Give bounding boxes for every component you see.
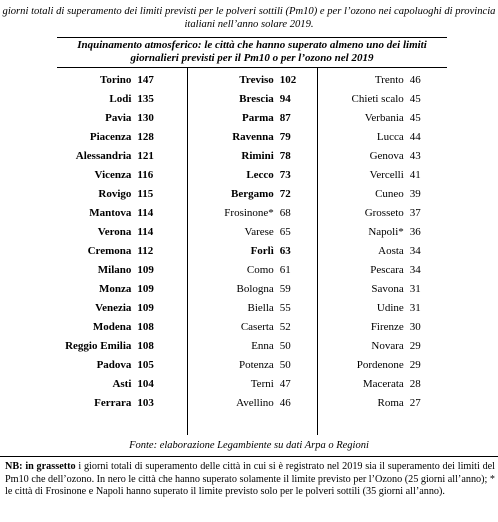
city-name: Macerata bbox=[362, 378, 404, 391]
table-row bbox=[57, 394, 447, 413]
exceedance-days: 29 bbox=[409, 340, 421, 353]
exceedance-days: 29 bbox=[409, 359, 421, 372]
exceedance-days: 130 bbox=[137, 111, 154, 124]
footnote-lead: NB: bbox=[5, 461, 23, 472]
city-name: Rimini bbox=[241, 149, 274, 162]
table-row bbox=[57, 165, 447, 184]
city-name: Potenza bbox=[238, 359, 274, 372]
exceedance-days: 103 bbox=[137, 397, 154, 410]
exceedance-days: 31 bbox=[409, 283, 421, 296]
city-name: Como bbox=[246, 263, 274, 276]
exceedance-days: 109 bbox=[137, 283, 154, 296]
exceedance-days: 114 bbox=[137, 225, 154, 238]
exceedance-days: 43 bbox=[409, 149, 421, 162]
table-row bbox=[57, 337, 447, 356]
table-row bbox=[57, 89, 447, 108]
city-name: Firenze bbox=[370, 321, 404, 334]
exceedance-days: 34 bbox=[409, 263, 421, 276]
exceedance-days: 73 bbox=[279, 168, 291, 181]
city-name: Venezia bbox=[95, 302, 132, 315]
exceedance-days: 108 bbox=[137, 321, 154, 334]
exceedance-days: 68 bbox=[279, 206, 291, 219]
city-name: Varese bbox=[244, 225, 274, 238]
city-name: Torino bbox=[100, 73, 132, 86]
city-name: Parma bbox=[242, 111, 274, 124]
exceedance-days: 28 bbox=[409, 378, 421, 391]
exceedance-days: 61 bbox=[279, 263, 291, 276]
exceedance-days: 121 bbox=[137, 149, 154, 162]
exceedance-days: 59 bbox=[279, 283, 291, 296]
exceedance-days: 31 bbox=[409, 302, 421, 315]
city-name: Bergamo bbox=[231, 187, 274, 200]
city-name: Trento bbox=[374, 73, 404, 86]
exceedance-days: 94 bbox=[279, 92, 291, 105]
city-name: Pavia bbox=[105, 111, 132, 124]
table-row bbox=[57, 108, 447, 127]
note-divider bbox=[0, 456, 498, 457]
city-name: Pordenone bbox=[356, 359, 404, 372]
exceedance-days: 112 bbox=[137, 244, 154, 257]
exceedance-days: 116 bbox=[137, 168, 154, 181]
city-name: Chieti scalo bbox=[351, 92, 404, 105]
city-name: Cuneo bbox=[375, 187, 404, 200]
source-caption: Fonte: elaborazione Legambiente su dati Arpa o Regioni bbox=[129, 440, 369, 451]
city-name: Aosta bbox=[378, 244, 404, 257]
city-name: Enna bbox=[251, 340, 274, 353]
exceedance-days: 46 bbox=[279, 397, 291, 410]
exceedance-days: 65 bbox=[279, 225, 291, 238]
city-table bbox=[57, 70, 447, 413]
title-rule-top bbox=[57, 37, 447, 38]
city-name: Bologna bbox=[236, 283, 274, 296]
city-name: Terni bbox=[250, 378, 274, 391]
city-name: Genova bbox=[369, 149, 404, 162]
exceedance-days: 114 bbox=[137, 206, 154, 219]
city-name: Asti bbox=[112, 378, 132, 391]
city-name: Modena bbox=[92, 321, 132, 334]
table-row bbox=[57, 203, 447, 222]
exceedance-days: 135 bbox=[137, 92, 154, 105]
table-row bbox=[57, 146, 447, 165]
exceedance-days: 52 bbox=[279, 321, 291, 334]
city-name: Reggio Emilia bbox=[65, 340, 132, 353]
table-row bbox=[57, 127, 447, 146]
city-name: Roma bbox=[377, 397, 404, 410]
table-row bbox=[57, 184, 447, 203]
city-name: Monza bbox=[99, 283, 132, 296]
footnote bbox=[5, 461, 495, 499]
exceedance-days: 50 bbox=[279, 340, 291, 353]
city-name: Padova bbox=[96, 359, 132, 372]
exceedance-days: 50 bbox=[279, 359, 291, 372]
exceedance-days: 47 bbox=[279, 378, 291, 391]
footnote-bold-phrase: in grassetto bbox=[25, 461, 76, 472]
city-name: Mantova bbox=[89, 206, 132, 219]
city-name: Ravenna bbox=[232, 130, 274, 143]
city-name: Rovigo bbox=[98, 187, 132, 200]
exceedance-days: 105 bbox=[137, 359, 154, 372]
footnote-text: i giorni totali di superamento delle città in cui si è registrato nel 2019 sia il superamento dei limiti del Pm10 che dell’ozono. In nero le città che hanno superato solamente il limite previsto per l’Ozono (25 giorni all’anno); * le città di Frosinone e Napoli hanno superato il limite previsto solo per le polveri sottili (35 giorni all’anno). bbox=[5, 461, 496, 498]
city-name: Caserta bbox=[240, 321, 274, 334]
city-name: Piacenza bbox=[89, 130, 132, 143]
exceedance-days: 72 bbox=[279, 187, 291, 200]
table-row bbox=[57, 356, 447, 375]
table-row bbox=[57, 241, 447, 260]
city-name: Grosseto bbox=[364, 206, 404, 219]
city-name: Brescia bbox=[239, 92, 274, 105]
table-row bbox=[57, 222, 447, 241]
exceedance-days: 44 bbox=[409, 130, 421, 143]
exceedance-days: 115 bbox=[137, 187, 154, 200]
city-name: Verona bbox=[97, 225, 132, 238]
exceedance-days: 36 bbox=[409, 225, 421, 238]
exceedance-days: 27 bbox=[409, 397, 421, 410]
city-name: Treviso bbox=[239, 73, 274, 86]
city-name: Udine bbox=[376, 302, 404, 315]
exceedance-days: 63 bbox=[279, 244, 291, 257]
city-name: Cremona bbox=[87, 244, 132, 257]
exceedance-days: 45 bbox=[409, 111, 421, 124]
exceedance-days: 46 bbox=[409, 73, 421, 86]
city-name: Verbania bbox=[364, 111, 404, 124]
exceedance-days: 104 bbox=[137, 378, 154, 391]
city-name: Forlì bbox=[250, 244, 274, 257]
exceedance-days: 79 bbox=[279, 130, 291, 143]
city-name: Vercelli bbox=[369, 168, 404, 181]
exceedance-days: 55 bbox=[279, 302, 291, 315]
city-name: Novara bbox=[371, 340, 404, 353]
exceedance-days: 109 bbox=[137, 302, 154, 315]
city-name: Lodi bbox=[109, 92, 132, 105]
exceedance-days: 37 bbox=[409, 206, 421, 219]
exceedance-days: 30 bbox=[409, 321, 421, 334]
table-title: Inquinamento atmosferico: le città che hanno superato almeno uno dei limiti giornalieri previsti per il Pm10 o per l’ozono nel 2019 bbox=[77, 39, 427, 64]
city-name: Vicenza bbox=[94, 168, 132, 181]
city-name: Napoli* bbox=[368, 225, 404, 238]
table-row bbox=[57, 318, 447, 337]
city-name: Savona bbox=[371, 283, 404, 296]
intro-text: giorni totali di superamento dei limiti previsti per le polveri sottili (Pm10) e per l’ozono nei capoluoghi di provincia italiani nell’anno solare 2019. bbox=[2, 6, 496, 30]
exceedance-days: 34 bbox=[409, 244, 421, 257]
city-name: Biella bbox=[247, 302, 274, 315]
table-row bbox=[57, 375, 447, 394]
table-row bbox=[57, 299, 447, 318]
table-row bbox=[57, 260, 447, 279]
city-name: Alessandria bbox=[75, 149, 132, 162]
table-row bbox=[57, 70, 447, 89]
exceedance-days: 109 bbox=[137, 263, 154, 276]
exceedance-days: 39 bbox=[409, 187, 421, 200]
city-name: Lucca bbox=[376, 130, 404, 143]
city-name: Lecco bbox=[246, 168, 274, 181]
city-name: Milano bbox=[97, 263, 132, 276]
city-name: Ferrara bbox=[94, 397, 132, 410]
city-name: Pescara bbox=[370, 263, 404, 276]
exceedance-days: 108 bbox=[137, 340, 154, 353]
exceedance-days: 87 bbox=[279, 111, 291, 124]
city-name: Frosinone* bbox=[224, 206, 274, 219]
exceedance-days: 128 bbox=[137, 130, 154, 143]
title-rule-bottom bbox=[57, 67, 447, 68]
exceedance-days: 147 bbox=[137, 73, 154, 86]
exceedance-days: 45 bbox=[409, 92, 421, 105]
exceedance-days: 78 bbox=[279, 149, 291, 162]
exceedance-days: 41 bbox=[409, 168, 421, 181]
exceedance-days: 102 bbox=[279, 73, 297, 86]
city-name: Avellino bbox=[236, 397, 274, 410]
table-row bbox=[57, 280, 447, 299]
